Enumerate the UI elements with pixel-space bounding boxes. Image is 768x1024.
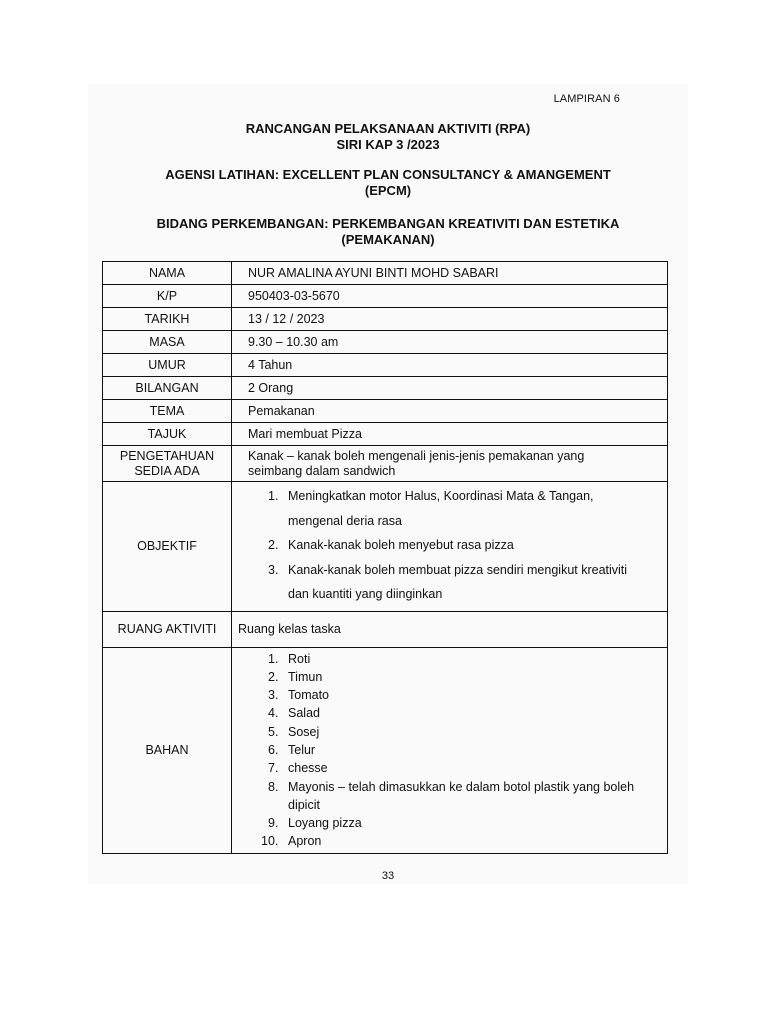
row-label: MASA (103, 331, 232, 354)
field-heading (88, 216, 688, 248)
row-label-line-2: SEDIA ADA (134, 463, 200, 478)
row-value: Pemakanan (232, 400, 668, 423)
table-row (103, 377, 668, 400)
list-item (268, 558, 659, 607)
field-line-1: BIDANG PERKEMBANGAN: PERKEMBANGAN KREATIVITI DAN ESTETIKA (156, 216, 620, 231)
list-item (268, 759, 659, 777)
list-text-line-2: dipicit (288, 797, 320, 812)
list-item (261, 832, 659, 850)
row-label: BILANGAN (103, 377, 232, 400)
list-number: 3. (268, 688, 279, 703)
list-number: 4. (268, 706, 279, 721)
agency-line-2: (EPCM) (364, 183, 412, 198)
row-label-line-1: PENGETAHUAN (119, 448, 215, 463)
table-row (103, 262, 668, 285)
row-value: NUR AMALINA AYUNI BINTI MOHD SABARI (232, 262, 668, 285)
list-number: 2. (268, 669, 279, 684)
list-text-line-2: mengenal deria rasa (288, 513, 402, 528)
table-row (103, 331, 668, 354)
table-row (103, 308, 668, 331)
title-line-1: RANCANGAN PELAKSANAAN AKTIVITI (RPA) (245, 121, 531, 136)
row-value: 4 Tahun (232, 354, 668, 377)
row-value: 950403-03-5670 (232, 285, 668, 308)
materials-list (248, 648, 659, 853)
document-title (88, 121, 688, 153)
list-text-line-1: Telur (288, 742, 316, 757)
table-row (103, 285, 668, 308)
list-number: 3. (268, 562, 279, 577)
row-label (103, 446, 232, 482)
list-text-line-1: Apron (288, 834, 322, 849)
row-label: K/P (103, 285, 232, 308)
table-row (103, 446, 668, 482)
list-text-line-1: Salad (288, 706, 320, 721)
list-number: 2. (268, 538, 279, 552)
table-row (103, 611, 668, 647)
list-item (268, 484, 659, 533)
list-number: 1. (268, 651, 279, 666)
table-row (103, 423, 668, 446)
row-label: UMUR (103, 354, 232, 377)
list-item (268, 723, 659, 741)
row-label: TARIKH (103, 308, 232, 331)
agency-line-1: AGENSI LATIHAN: EXCELLENT PLAN CONSULTANCY & AMANGEMENT (165, 167, 611, 182)
list-item (268, 686, 659, 704)
row-value-line-2: seimbang dalam sandwich (248, 463, 396, 478)
list-number: 10. (261, 834, 279, 849)
row-value: 9.30 – 10.30 am (232, 331, 668, 354)
row-label: OBJEKTIF (103, 482, 232, 612)
row-label: NAMA (103, 262, 232, 285)
row-label: TEMA (103, 400, 232, 423)
list-item (268, 533, 659, 558)
table-row (103, 354, 668, 377)
table-row (103, 400, 668, 423)
list-number: 5. (268, 724, 279, 739)
row-label: RUANG AKTIVITI (103, 611, 232, 647)
list-number: 1. (268, 489, 279, 503)
row-value: 2 Orang (232, 377, 668, 400)
field-line-2: (PEMAKANAN) (341, 232, 435, 247)
list-item (268, 741, 659, 759)
row-value: Ruang kelas taska (232, 611, 668, 647)
row-value-line-1: Kanak – kanak boleh mengenali jenis-jenis pemakanan yang (248, 448, 585, 463)
page-number: 33 (381, 870, 395, 882)
row-value: Mari membuat Pizza (232, 423, 668, 446)
list-item (268, 778, 659, 815)
activity-plan-table (102, 261, 668, 854)
list-number: 7. (268, 761, 279, 776)
table-row (103, 647, 668, 853)
list-item (268, 650, 659, 668)
title-line-2: SIRI KAP 3 /2023 (336, 137, 440, 152)
table-row (103, 482, 668, 612)
list-text-line-1: Roti (288, 651, 311, 666)
list-item (268, 668, 659, 686)
appendix-label: LAMPIRAN 6 (553, 93, 620, 105)
list-text-line-1: Mayonis – telah dimasukkan ke dalam botol plastik yang boleh (288, 779, 635, 794)
list-text-line-1: Meningkatkan motor Halus, Koordinasi Mata & Tangan, (288, 489, 594, 503)
list-number: 6. (268, 742, 279, 757)
list-text-line-1: chesse (288, 761, 328, 776)
list-text-line-1: Timun (288, 669, 323, 684)
list-text-line-1: Kanak-kanak boleh menyebut rasa pizza (288, 538, 514, 552)
list-item (268, 814, 659, 832)
list-text-line-1: Tomato (288, 688, 329, 703)
list-number: 8. (268, 779, 279, 794)
objectives-list (248, 482, 659, 611)
row-value (232, 482, 668, 612)
list-text-line-1: Kanak-kanak boleh membuat pizza sendiri mengikut kreativiti (288, 562, 628, 577)
list-item (268, 704, 659, 722)
agency-heading (88, 167, 688, 199)
row-value (232, 446, 668, 482)
list-number: 9. (268, 816, 279, 831)
row-label: BAHAN (103, 647, 232, 853)
list-text-line-1: Sosej (288, 724, 320, 739)
row-value: 13 / 12 / 2023 (232, 308, 668, 331)
list-text-line-1: Loyang pizza (288, 816, 362, 831)
row-value (232, 647, 668, 853)
list-text-line-2: dan kuantiti yang diinginkan (288, 587, 443, 601)
row-label: TAJUK (103, 423, 232, 446)
